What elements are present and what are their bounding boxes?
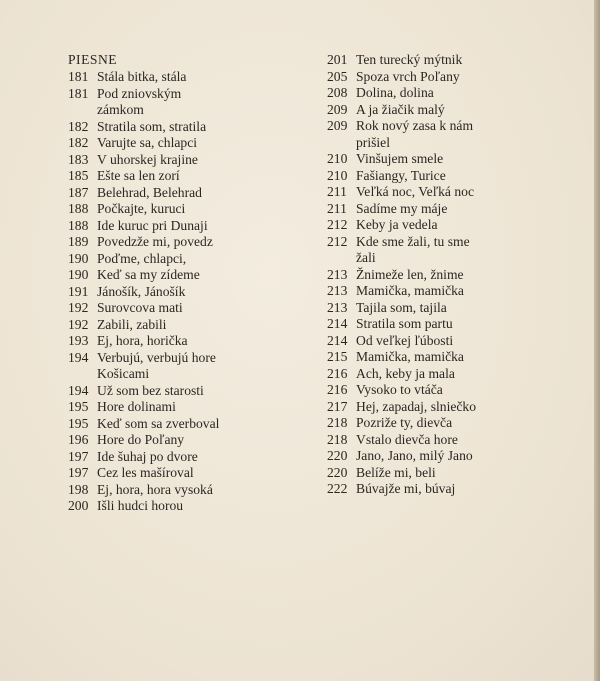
song-title: Vinšujem smele — [356, 151, 444, 166]
page-number: 182 — [68, 135, 89, 150]
song-title: Počkajte, kuruci — [97, 201, 186, 216]
page-number: 213 — [327, 299, 348, 315]
song-title-continuation: Košicami — [97, 366, 150, 381]
toc-entry — [68, 135, 318, 152]
page-number: 183 — [68, 151, 89, 167]
page-number: 215 — [327, 349, 348, 364]
toc-entry — [68, 465, 318, 482]
toc-entry — [68, 168, 318, 185]
toc-entry — [327, 102, 577, 119]
toc-entry — [68, 284, 318, 301]
page-number: 216 — [327, 382, 348, 397]
toc-entry — [68, 350, 318, 383]
toc-entry — [327, 399, 577, 416]
song-title: Ide kuruc pri Dunaji — [97, 217, 208, 233]
page-number: 210 — [327, 167, 348, 183]
song-title: Belehrad, Belehrad — [97, 184, 202, 200]
toc-entry — [68, 152, 318, 169]
page-number: 210 — [327, 151, 348, 166]
page-number: 209 — [327, 118, 348, 133]
toc-entry — [68, 185, 318, 202]
toc-entry — [327, 481, 577, 498]
toc-entry — [327, 168, 577, 185]
song-title: Keď sa my zídeme — [97, 267, 200, 282]
toc-entry — [68, 234, 318, 251]
toc-entry — [68, 383, 318, 400]
song-title-continuation: žali — [356, 250, 376, 265]
page-number: 193 — [68, 333, 89, 348]
song-title-continuation: zámkom — [97, 102, 144, 117]
page-number: 212 — [327, 233, 348, 249]
toc-entry — [68, 498, 318, 515]
toc-entry — [68, 300, 318, 317]
toc-entry — [68, 267, 318, 284]
song-title: Rok nový zasa k nám — [356, 118, 474, 133]
page-number: 211 — [327, 184, 347, 199]
toc-entry — [327, 316, 577, 333]
toc-entry — [327, 69, 577, 86]
toc-column-right — [327, 52, 577, 498]
song-title-continuation: prišiel — [356, 134, 390, 150]
song-title: Stála bitka, stála — [97, 69, 187, 84]
page-number: 192 — [68, 300, 89, 315]
page-number: 197 — [68, 448, 89, 464]
page-number: 194 — [68, 382, 89, 398]
page-number: 195 — [68, 415, 89, 431]
toc-entry — [327, 366, 577, 383]
song-title: Varujte sa, chlapci — [97, 135, 198, 150]
page-number: 214 — [327, 332, 348, 348]
page-number: 181 — [68, 85, 89, 101]
page-number: 214 — [327, 316, 348, 331]
toc-entry — [327, 333, 577, 350]
song-title: Už som bez starosti — [97, 382, 204, 398]
toc-entry — [327, 201, 577, 218]
song-title: Spoza vrch Poľany — [356, 68, 460, 84]
song-title: Keď som sa zverboval — [97, 415, 220, 431]
song-title: Dolina, dolina — [356, 85, 434, 100]
page-number: 200 — [68, 498, 89, 513]
page-number: 216 — [327, 365, 348, 381]
song-title: Surovcova mati — [97, 300, 183, 315]
toc-entry — [327, 217, 577, 234]
toc-entry — [327, 382, 577, 399]
page-number: 218 — [327, 431, 348, 447]
song-title: Vstalo dievča hore — [356, 431, 458, 447]
page-number: 188 — [68, 217, 89, 233]
song-title: Veľká noc, Veľká noc — [356, 184, 474, 199]
page-number: 220 — [327, 448, 348, 463]
toc-entry — [68, 432, 318, 449]
song-title: Ide šuhaj po dvore — [97, 448, 198, 464]
toc-entry — [68, 399, 318, 416]
toc-entry — [327, 118, 577, 151]
page-number: 194 — [68, 349, 89, 365]
page-number: 197 — [68, 465, 89, 480]
page-number: 181 — [68, 69, 89, 84]
song-title: Jánošík, Jánošík — [97, 283, 186, 299]
song-title: A ja žiačik malý — [356, 101, 445, 117]
toc-entry — [327, 151, 577, 168]
toc-entry — [68, 201, 318, 218]
page-number: 182 — [68, 118, 89, 134]
toc-entry — [327, 52, 577, 69]
song-title: Verbujú, verbujú hore — [97, 349, 216, 365]
song-title: V uhorskej krajine — [97, 151, 198, 167]
page-number: 189 — [68, 234, 89, 249]
section-heading: PIESNE — [68, 52, 118, 67]
page-number: 208 — [327, 85, 348, 100]
toc-entry — [68, 449, 318, 466]
page-number: 190 — [68, 267, 89, 282]
song-title: Ej, hora, horička — [97, 333, 188, 348]
page-number: 212 — [327, 217, 348, 232]
toc-entry — [68, 69, 318, 86]
toc-entry — [68, 317, 318, 334]
page-number: 220 — [327, 464, 348, 480]
page-number: 222 — [327, 481, 348, 496]
toc-entry — [68, 333, 318, 350]
toc-entry — [327, 465, 577, 482]
page-number: 211 — [327, 200, 347, 216]
toc-entry — [68, 482, 318, 499]
song-title: Mamička, mamička — [356, 349, 464, 364]
toc-entry — [68, 119, 318, 136]
song-title: Búvajže mi, búvaj — [356, 481, 456, 496]
song-title: Jano, Jano, milý Jano — [356, 448, 473, 463]
toc-entry — [327, 300, 577, 317]
page-number: 196 — [68, 432, 89, 447]
page-number: 209 — [327, 101, 348, 117]
song-title: Išli hudci horou — [97, 498, 184, 513]
song-title: Cez les mašíroval — [97, 465, 194, 480]
song-title: Vysoko to vtáča — [356, 382, 443, 397]
song-title: Poďme, chlapci, — [97, 250, 187, 266]
song-title: Pod zniovským — [97, 85, 182, 101]
song-title: Pozriže ty, dievča — [356, 415, 453, 430]
page-number: 213 — [327, 283, 348, 298]
song-title: Belíže mi, beli — [356, 464, 436, 480]
page-number: 195 — [68, 399, 89, 414]
page-number: 201 — [327, 52, 348, 67]
toc-entry — [327, 432, 577, 449]
song-title: Hore do Poľany — [97, 432, 185, 447]
song-title: Stratila som partu — [356, 316, 453, 331]
page-number: 192 — [68, 316, 89, 332]
song-title: Stratila som, stratila — [97, 118, 207, 134]
toc-entry — [327, 234, 577, 267]
page-number: 190 — [68, 250, 89, 266]
toc-entry — [327, 448, 577, 465]
song-title: Fašiangy, Turice — [356, 167, 446, 183]
song-title: Sadíme my máje — [356, 200, 448, 216]
song-title: Hore dolinami — [97, 399, 176, 414]
page-number: 188 — [68, 201, 89, 216]
song-title: Keby ja vedela — [356, 217, 438, 232]
page-number: 187 — [68, 184, 89, 200]
toc-entry — [327, 184, 577, 201]
song-title: Zabili, zabili — [97, 316, 167, 332]
song-title: Hej, zapadaj, slniečko — [356, 398, 477, 414]
toc-entry — [327, 85, 577, 102]
toc-entry — [327, 283, 577, 300]
page-number: 217 — [327, 398, 348, 414]
page-edge-shadow — [594, 0, 600, 681]
toc-entry — [327, 415, 577, 432]
song-title: Tajila som, tajila — [356, 299, 447, 315]
song-title: Ešte sa len zorí — [97, 168, 180, 183]
page-number: 198 — [68, 481, 89, 497]
page-number: 213 — [327, 266, 348, 282]
song-title: Ten turecký mýtnik — [356, 52, 463, 67]
song-title: Kde sme žali, tu sme — [356, 233, 470, 249]
song-title: Žnimeže len, žnime — [356, 266, 464, 282]
toc-entry — [68, 416, 318, 433]
song-title: Ej, hora, hora vysoká — [97, 481, 213, 497]
page-number: 191 — [68, 283, 89, 299]
song-title: Od veľkej ľúbosti — [356, 332, 454, 348]
page-number: 205 — [327, 68, 348, 84]
page-number: 185 — [68, 168, 89, 183]
song-title: Ach, keby ja mala — [356, 365, 455, 381]
toc-entry — [68, 218, 318, 235]
toc-list-right — [327, 52, 577, 498]
toc-entry — [68, 86, 318, 119]
toc-list-left — [68, 69, 318, 515]
toc-column-left — [68, 52, 318, 515]
toc-entry — [327, 349, 577, 366]
page-number: 218 — [327, 415, 348, 430]
toc-entry — [327, 267, 577, 284]
song-title: Mamička, mamička — [356, 283, 464, 298]
toc-entry — [68, 251, 318, 268]
song-title: Povedzže mi, povedz — [97, 234, 213, 249]
